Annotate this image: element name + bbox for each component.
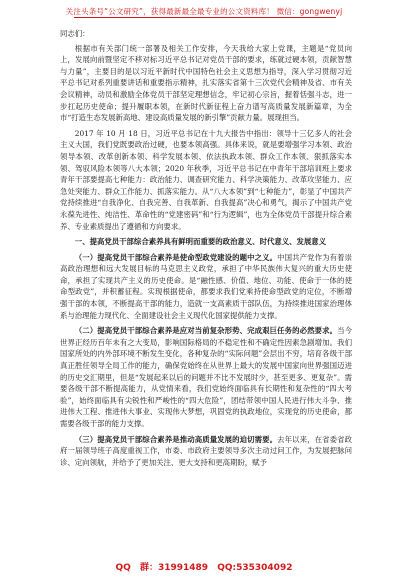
footer-qq: QQ:535304092 [217, 563, 293, 573]
paragraph-text: 一、提高党员干部综合素养具有鲜明而重要的政治意义、时代意义、发展意义 [74, 237, 327, 247]
paragraph-text: 根据市有关部门统一部署及相关工作安排，今天我给大家上党课，主题是“党员向上，发展向前暨坚定不移对标习近平总书记对党员干部的要求，练就过硬本领，贡献智慧与力量”，主要目的是以习近平新时代中国特色社会主义思想为指导，深入学习贯彻习近平总书记对系列重要讲话和重要指示精神，扎实落实省第十三次党代会精神及省、市有关会议精神，动员和激励全体党员干部坚定理想信念，牢记初心宗旨，握着恬强斗志，进一步扛起历史使命；提升履职本领，在新时代新征程上奋力谱写高质量发展新篇章，为全市“打造生态发展新高地、建设高质量发展的新引擎”贡献力量。展现担当。 [60, 43, 352, 123]
body-paragraph [60, 252, 352, 322]
paragraph-lead: （二）提高党员干部综合素养是应对当前复杂形势、完成艰巨任务的必然要求。 [74, 326, 338, 336]
body-paragraph [60, 128, 352, 232]
document-body [60, 22, 352, 472]
footer-contact [0, 560, 408, 573]
paragraph-lead: （三）提高党员干部综合素养是推动高质量发展的迫切需要。 [74, 434, 278, 444]
body-paragraph [60, 325, 352, 429]
footer-qq-group: QQ 群：31991489 [115, 563, 209, 573]
section-heading [60, 236, 352, 248]
body-paragraph [60, 434, 352, 469]
banner-divider [74, 17, 336, 18]
body-paragraph [60, 43, 352, 124]
greeting: 同志们： [60, 29, 90, 38]
paragraph-text: 当今世界正经历百年未有之大变局，影响国际格局的不稳定性和不确定性因素急剧增加。我们国家所处的内外部环境不断发生变化，各种复杂的“实际问题”会层出不穷，培育各级干部真正胜任领导全局工作的能力，确保党始终在从世界上最大的发展中国家向世界强国迈进的历史交汇期里，但是“发展起来以后的问题并不比不发展时少，甚至更多、更复杂”。需要各级干部不断提高能力，从党情来看，我们党始终面临具有长期性和复杂性的“四大考验”，始终面临具有尖锐性和严峻性的“四大危险”，团结带领中国人民进行伟大斗争、推进伟大工程、推进伟大事业、实现伟大梦想，巩固党的执政地位，实现党的历史使命，都需要各级干部的能力支撑。 [60, 326, 352, 428]
paragraph-text: 中国共产党作为有着崇高政治理想和远大发展目标的马克思主义政党，承担了中华民族伟大复兴的重大历史使命，承担了实现共产主义的历史使命。是“融性感、价值、地位、功能、使命于一体的使命型政党”，并积蓄征程。实现根据使命，都要求我们党乘持使命型政党的定位，不断增强干部的本领，不断提高干部的能力，造就一支高素质干部队伍，为持续推进国家治理体系与治理能力现代化、全面建设社会主义现代化国家提供能力支撑。 [60, 252, 352, 320]
paragraph-lead: （一）提高党员干部综合素养是使命型政党建设的题中之义。 [74, 252, 278, 262]
paragraph-text: 2017 年 10 月 18 日，习近平总书记在十九大报告中指出：领导十三亿多人的社会主义大国，我们党既要政治过硬，也要本领高强。具体来说，就是要增强学习本领、政治领导本领、改革创新本领、科学发展本领、依法执政本领、群众工作本领、狠抓落实本领、驾驭风险本领等八大本领；2020 年秋季，习近平总书记在中青年干部培训班上要求青年干部要提高七种能力：政治能力、调查研究能力、科学决策能力、改革攻坚能力、应急处突能力、群众工作能力、抓落实能力。从“八大本领”到“七种能力”，彰显了中国共产党持续推进“自我净化、自我完善、自我革新、自我提高”决心和勇气，揭示了中国共产党永葆先进性、纯洁性、革命性的“党建密码”和“行为逻辑”，也为全体党员干部提升综合素养、专业素质提出了遵循和方向要求。 [60, 128, 352, 231]
paragraph-text: 去年以来，在省委省政府一届领导班子高度重视工作，市委、市政府主要领导多次主动过问工作，为发展把脉问诊、定向领航，并给予了更加关注、更大支持和更高期盼，赋予 [60, 434, 352, 467]
header-banner: 关注头条号“公文研究”，获得最新最全最专业的公文资料库！ 微信：gongwenyj [65, 7, 343, 16]
paragraph-list [60, 43, 352, 469]
